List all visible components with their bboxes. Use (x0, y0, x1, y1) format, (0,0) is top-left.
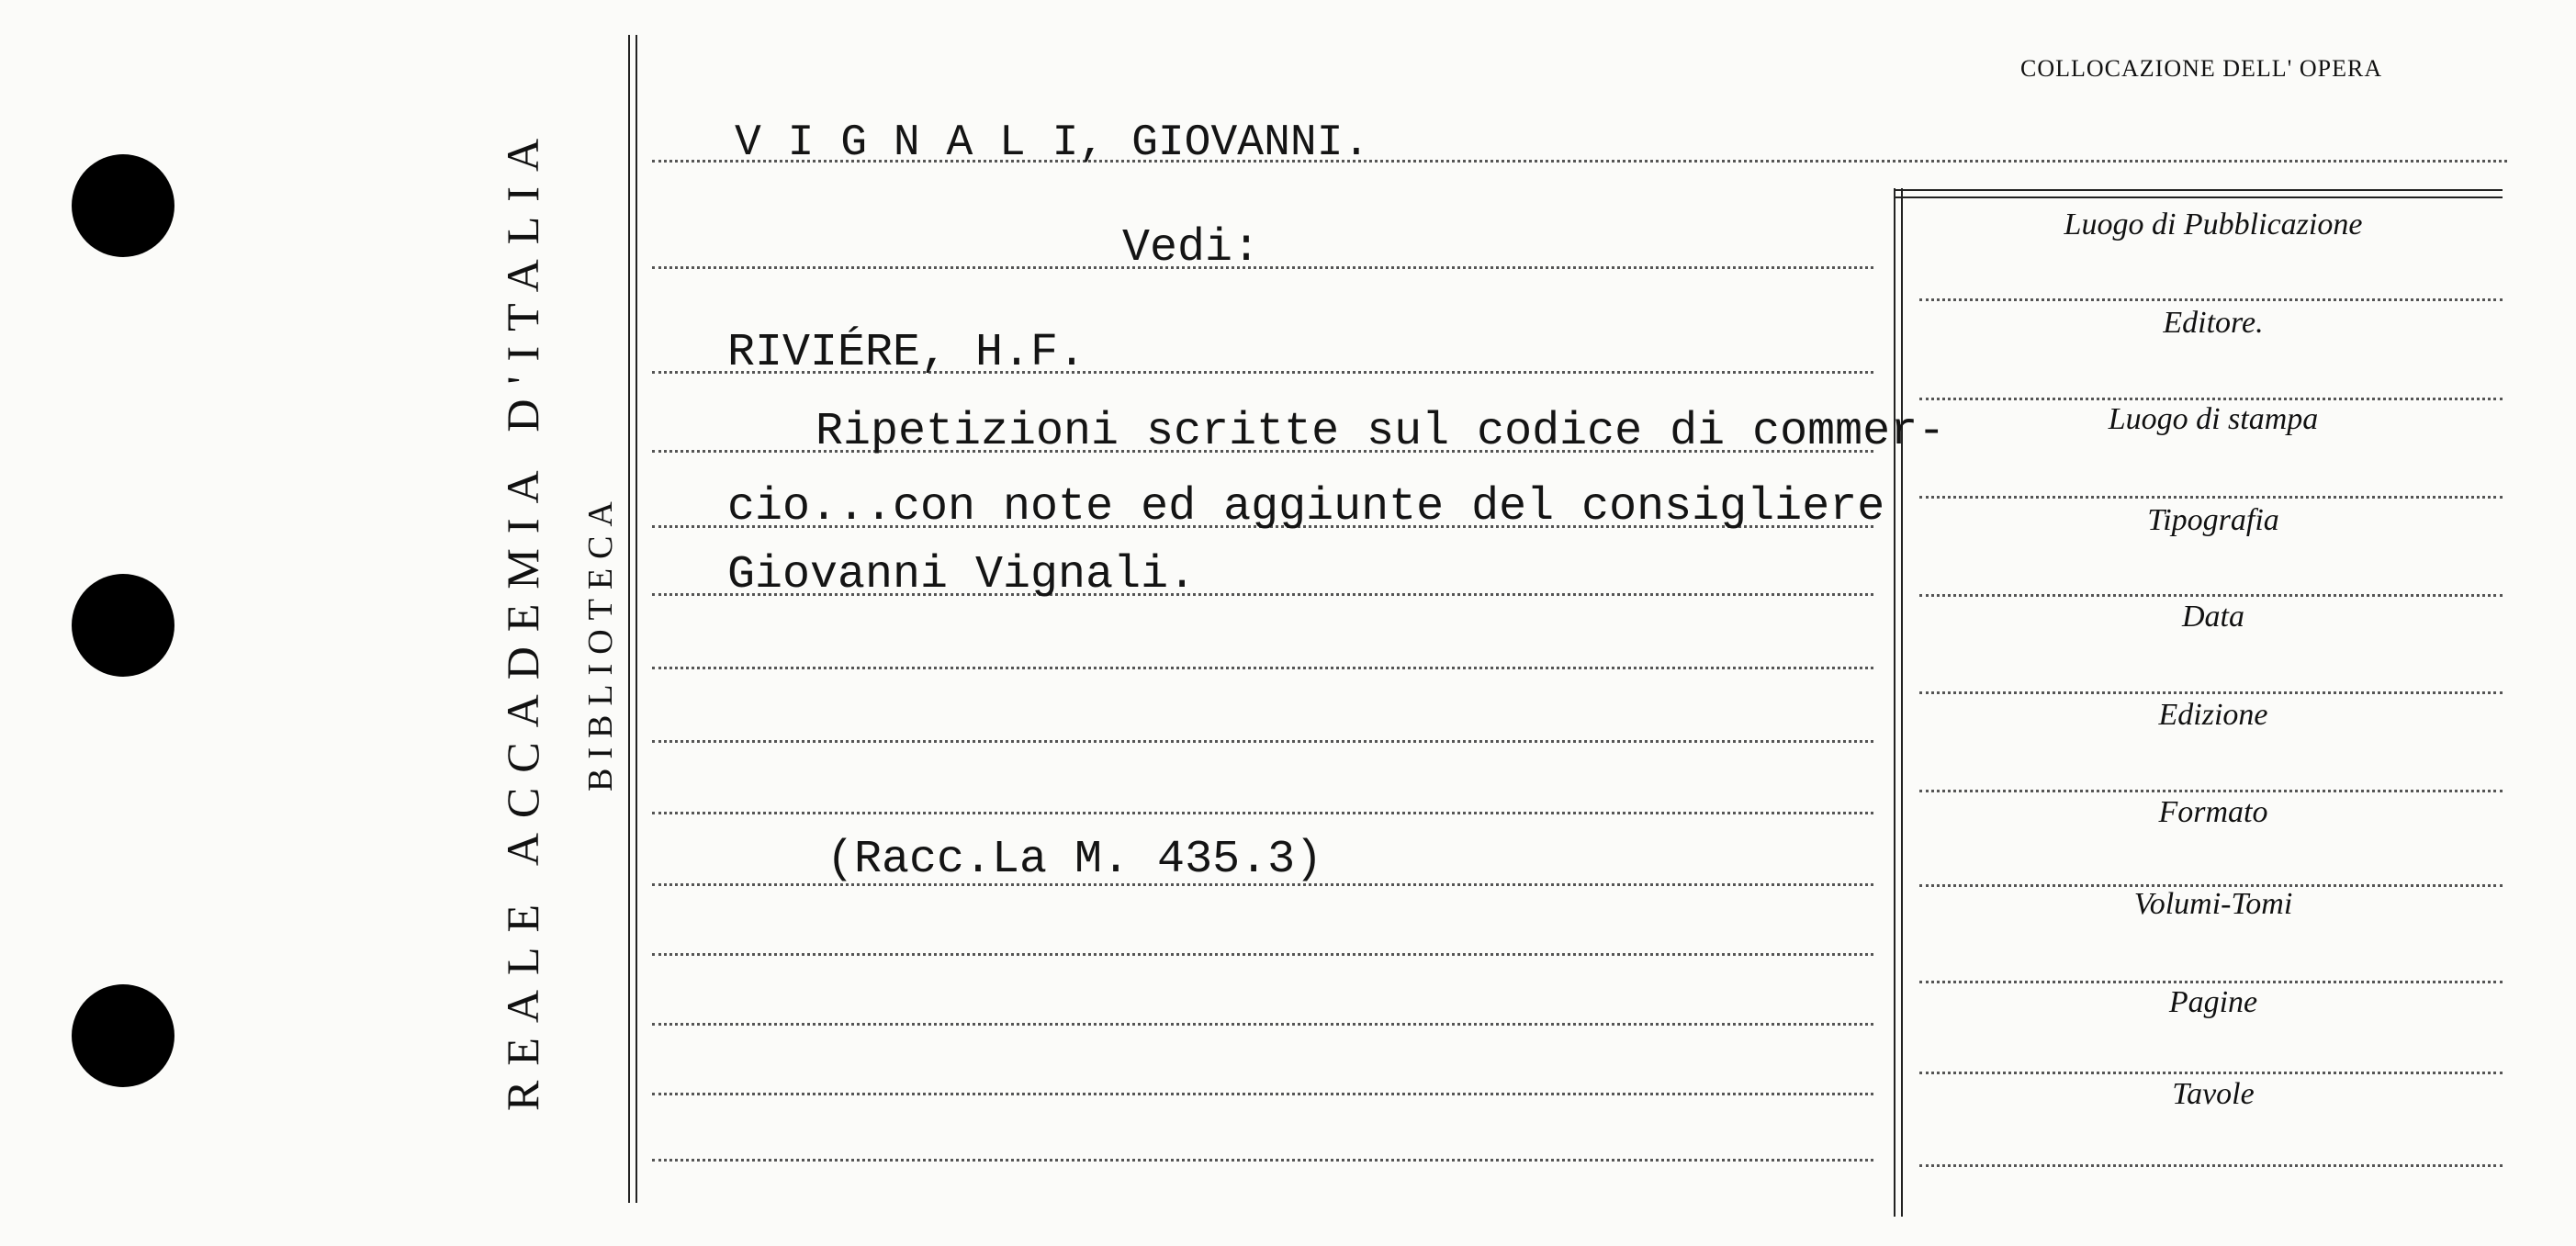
field-line (1919, 398, 2503, 400)
dotted-line (652, 1023, 1873, 1026)
field-line (1919, 981, 2503, 983)
collocation-label: COLLOCAZIONE DELL' OPERA (2020, 55, 2383, 82)
dotted-line (652, 667, 1873, 669)
field-line (1919, 1072, 2503, 1074)
title-line-1: Ripetizioni scritte sul codice di commer- (816, 406, 1946, 458)
heading-name: V I G N A L I, GIOVANNI. (735, 118, 1370, 168)
field-label-volumes: Volumi-Tomi (2133, 887, 2293, 921)
field-line (1919, 496, 2503, 499)
dotted-line (652, 1093, 1873, 1095)
field-label-place-of-printing: Luogo di stampa (2108, 402, 2319, 436)
dotted-line (652, 953, 1873, 956)
field-label-publisher: Editore. (2163, 306, 2264, 340)
field-label-format: Formato (2158, 795, 2268, 829)
punch-hole-middle (72, 574, 174, 677)
title-line-2: cio...con note ed aggiunte del consigliere (727, 481, 1885, 533)
panel-top-rule-2 (1894, 196, 2503, 198)
punch-hole-top (72, 154, 174, 257)
dotted-line (652, 812, 1873, 814)
field-label-date: Data (2182, 600, 2244, 634)
dotted-line (652, 1159, 1873, 1162)
field-label-pages: Pagine (2168, 985, 2258, 1019)
dotted-line (652, 266, 1873, 269)
field-label-place-of-publication: Luogo di Pubblicazione (2064, 208, 2363, 241)
punch-hole-bottom (72, 984, 174, 1087)
field-line (1919, 594, 2503, 597)
left-rule-inner (636, 35, 637, 1203)
field-line (1919, 691, 2503, 694)
left-rule-outer (628, 35, 630, 1203)
field-label-printer: Tipografia (2147, 503, 2279, 537)
right-rule-outer (1894, 188, 1895, 1217)
title-line-3: Giovanni Vignali. (727, 549, 1197, 601)
panel-top-rule (1894, 189, 2503, 191)
author-name: RIVIÉRE, H.F. (727, 327, 1086, 379)
see-label: Vedi: (1122, 222, 1261, 275)
field-line (1919, 790, 2503, 792)
field-line (1919, 1164, 2503, 1167)
library-label: BIBLIOTECA (581, 492, 620, 791)
field-line (1919, 298, 2503, 301)
field-label-edition: Edizione (2158, 698, 2268, 732)
field-label-plates: Tavole (2172, 1077, 2255, 1111)
dotted-line (652, 740, 1873, 743)
institution-name: REALE ACCADEMIA D'ITALIA (497, 123, 548, 1111)
shelfmark: (Racc.La M. 435.3) (827, 834, 1323, 886)
